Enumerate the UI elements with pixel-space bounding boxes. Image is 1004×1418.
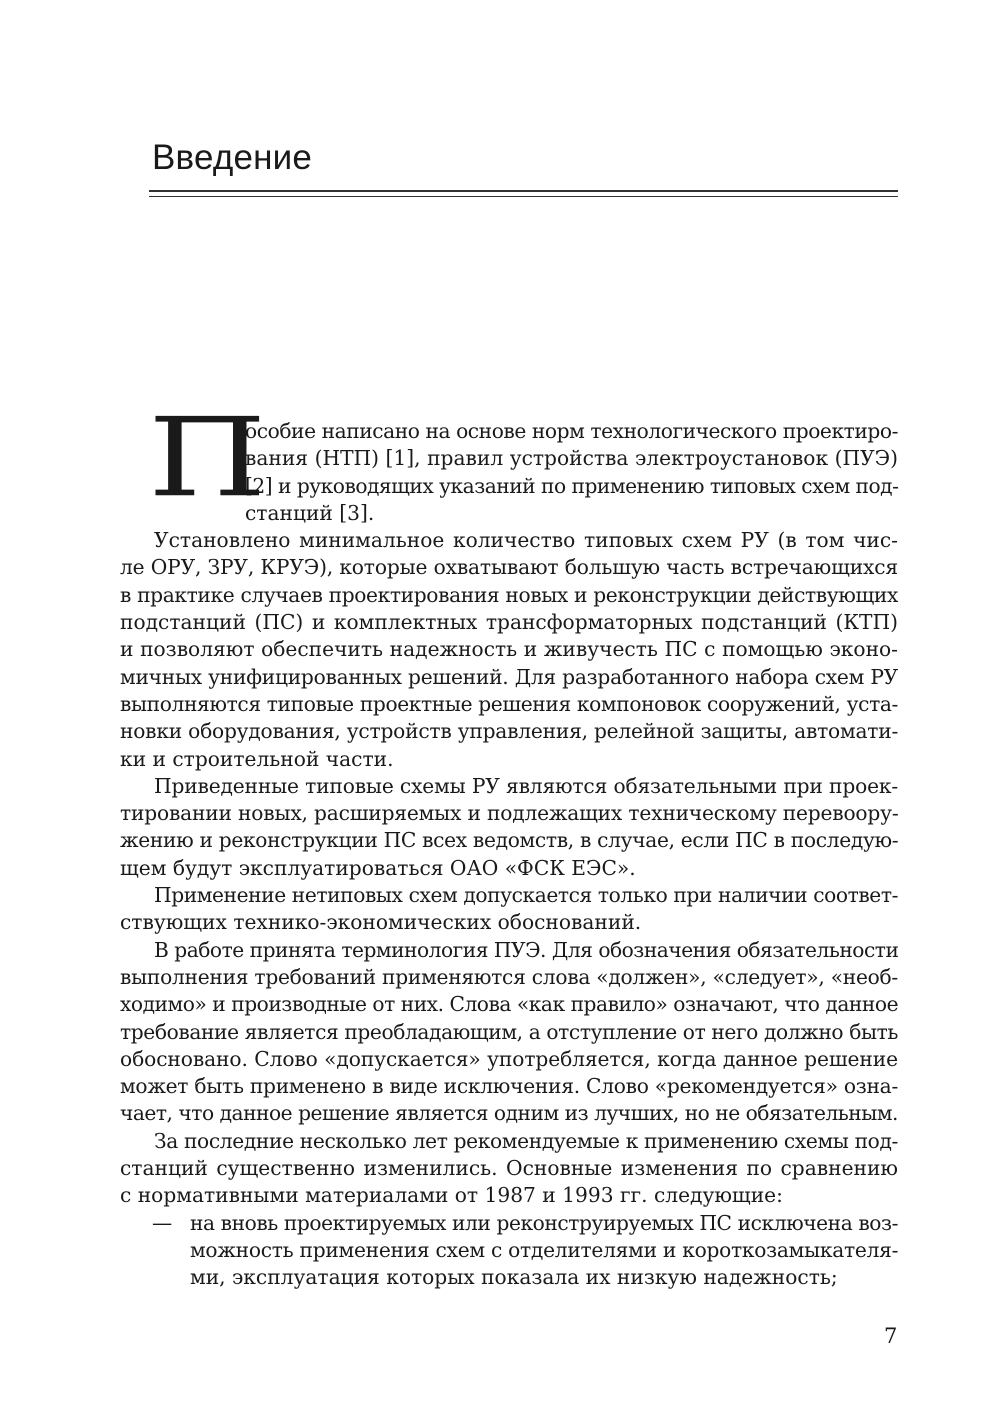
paragraph-line: чает, что данное решение является одним из лучших, но не обязательным. — [120, 1101, 898, 1126]
title-rule-thick — [149, 190, 898, 192]
paragraph — [120, 527, 898, 773]
paragraph-line: с нормативными материалами от 1987 и 1993 гг. следующие: — [120, 1183, 783, 1208]
paragraph — [120, 773, 898, 882]
paragraph — [120, 937, 898, 1128]
paragraph-line: станций существенно изменились. Основные изменения по сравнению — [120, 1156, 898, 1181]
paragraph-line: В работе принята терминология ПУЭ. Для обозначения обязательности — [154, 937, 899, 962]
paragraph-line: Установлено минимальное количество типовых схем РУ (в том чис- — [154, 528, 898, 553]
paragraph-line: может быть применено в виде исключения. Слово «рекомендуется» озна- — [120, 1074, 898, 1099]
paragraph-line: щем будут эксплуатироваться ОАО «ФСК ЕЭС». — [120, 855, 636, 880]
page-number: 7 — [884, 1324, 898, 1348]
paragraph-line: Применение нетиповых схем допускается только при наличии соответ- — [154, 883, 898, 908]
paragraph-line: новки оборудования, устройств управления, релейной защиты, автомати- — [120, 719, 899, 744]
bullet-line: ми, эксплуатация которых показала их низкую надежность; — [190, 1265, 838, 1290]
paragraph-line: Приведенные типовые схемы РУ являются обязательными при проек- — [154, 773, 898, 798]
paragraph-line: тировании новых, расширяемых и подлежащих техническому перевоору- — [120, 801, 899, 826]
bullet-line: на вновь проектируемых или реконструируемых ПС исключена воз- — [190, 1210, 898, 1235]
chapter-title: Введение — [152, 138, 313, 177]
paragraph-line: [2] и руководящих указаний по применению типовых схем под- — [245, 473, 899, 498]
paragraph-line: ходимо» и производные от них. Слова «как правило» означают, что данное — [120, 992, 899, 1017]
paragraph-line: выполняются типовые проектные решения компоновок сооружений, уста- — [120, 691, 898, 716]
paragraph-line: выполнения требований применяются слова «должен», «следует», «необ- — [120, 964, 898, 989]
drop-cap: П — [148, 395, 267, 522]
paragraph-line: ле ОРУ, ЗРУ, КРУЭ), которые охватывают большую часть встречающихся — [120, 555, 898, 580]
paragraph-line: ки и строительной части. — [120, 746, 394, 771]
paragraph-line: обосновано. Слово «допускается» употребляется, когда данное решение — [120, 1046, 898, 1071]
paragraph — [120, 882, 898, 937]
paragraph-line: подстанций (ПС) и комплектных трансформаторных подстанций (КТП) — [120, 610, 898, 635]
bullet-dash: — — [152, 1210, 173, 1235]
paragraph-line: жению и реконструкции ПС всех ведомств, в случае, если ПС в последую- — [120, 828, 899, 853]
body-text — [120, 395, 899, 1292]
paragraph-line: требование является преобладающим, а отступление от него должно быть — [120, 1019, 898, 1044]
paragraph-line: в практике случаев проектирования новых и реконструкции действующих — [120, 582, 898, 607]
title-rule-thin — [149, 196, 898, 197]
paragraph-line: особие написано на основе норм технологического проектиро- — [245, 419, 898, 443]
bullet-line: можность применения схем с отделителями и короткозамыкателя- — [190, 1237, 899, 1262]
paragraph-line: ствующих технико-экономических обоснований. — [120, 910, 642, 935]
paragraph-line: и позволяют обеспечить надежность и живучесть ПС с помощью эконо- — [120, 637, 898, 662]
intro-paragraph — [120, 395, 899, 527]
paragraph-line: станций [3]. — [245, 500, 375, 525]
paragraph — [120, 1128, 898, 1210]
paragraph-line: вания (НТП) [1], правил устройства электроустановок (ПУЭ) — [245, 446, 898, 471]
paragraph-line: За последние несколько лет рекомендуемые к применению схемы под- — [154, 1128, 898, 1153]
paragraph-line: мичных унифицированных решений. Для разработанного набора схем РУ — [120, 664, 898, 689]
bullet-item — [152, 1210, 899, 1292]
